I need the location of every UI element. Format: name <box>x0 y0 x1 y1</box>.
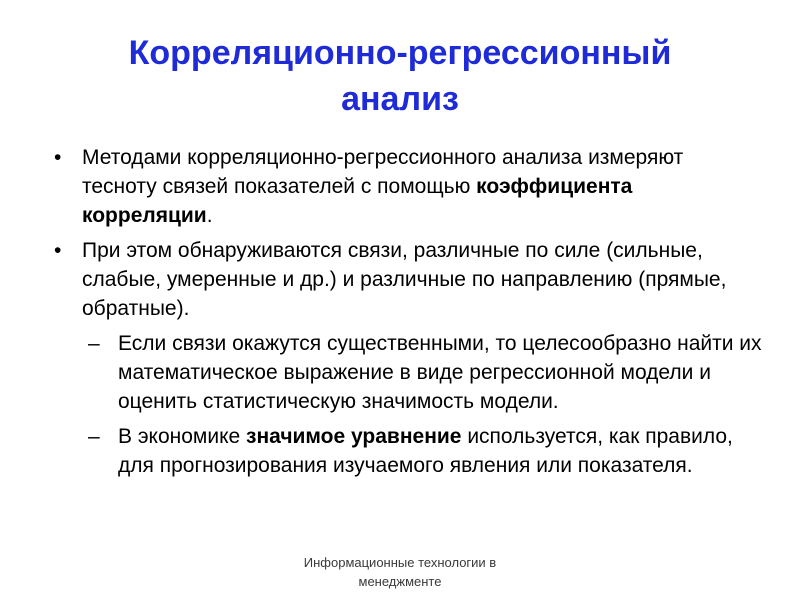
slide-content <box>52 143 762 486</box>
dash-marker: – <box>88 425 100 448</box>
bullet-item-1 <box>52 143 762 230</box>
bullet-text-1-start: Методами корреляционно-регрессионного анализа измеряют тесноту связей показателей с помощью <box>82 146 684 198</box>
slide-title-line-2: анализ <box>341 80 459 118</box>
footer-line-1: Информационные технологии в <box>303 555 497 570</box>
sub-bullet-text-2-start: В экономике <box>118 425 247 448</box>
sub-bullet-item-1 <box>52 329 762 416</box>
slide-title <box>40 30 760 122</box>
sub-bullet-text-2 <box>118 425 733 477</box>
sub-bullet-item-2 <box>52 422 762 480</box>
slide-title-line-1: Корреляционно-регрессионный <box>128 34 672 72</box>
slide-footer <box>240 553 560 591</box>
sub-bullet-text-2-end: используется, как правило, для прогнозирования изучаемого явления или показателя. <box>118 425 733 477</box>
bullet-marker: • <box>54 239 62 262</box>
bullet-item-2 <box>52 236 762 323</box>
footer-line-2: менеджменте <box>358 574 442 589</box>
bullet-text-1-end: . <box>206 204 213 227</box>
bullet-text-1 <box>82 146 683 227</box>
dash-marker: – <box>88 332 100 355</box>
bullet-marker: • <box>54 146 62 169</box>
sub-bullet-text-1: Если связи окажутся существенными, то целесообразно найти их математическое выражение в виде регрессионной модели и оценить статистическую значимость модели. <box>118 332 762 413</box>
bullet-text-2: При этом обнаруживаются связи, различные по силе (сильные, слабые, умеренные и др.) и различные по направлению (прямые, обратные). <box>82 239 727 320</box>
bullet-text-1-bold: коэффициента корреляции <box>82 175 633 227</box>
sub-bullet-text-2-bold: значимое уравнение <box>246 425 462 448</box>
